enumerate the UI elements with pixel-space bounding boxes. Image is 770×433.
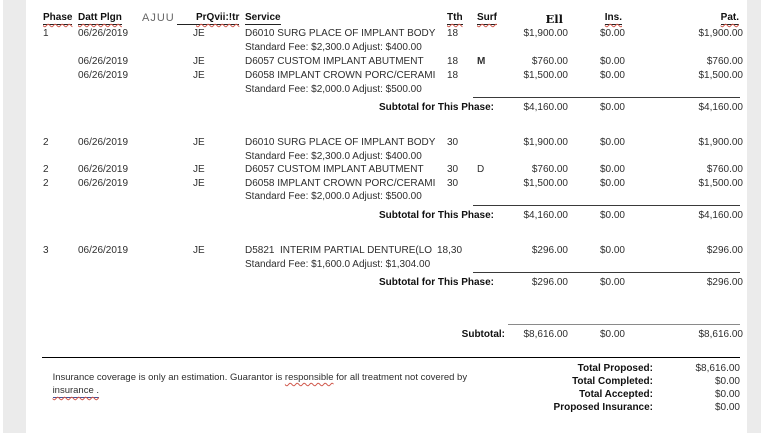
subtotal-divider — [473, 97, 740, 98]
patient-cell: $760.00 — [706, 164, 743, 175]
insurance-cell: $0.00 — [599, 245, 625, 256]
insurance-link[interactable]: insurance . — [52, 385, 100, 396]
phase-cell: 2 — [43, 137, 49, 148]
service-cell: D5821 INTERIM PARTIAL DENTURE(LO — [245, 245, 433, 256]
total-completed-label: Total Completed: — [572, 376, 653, 387]
phase-cell: 1 — [43, 28, 49, 39]
tooth-cell: 18,30 — [437, 245, 463, 256]
table-row-note — [0, 151, 770, 164]
table-row — [0, 56, 770, 69]
insurance-cell: $0.00 — [599, 70, 625, 81]
total-completed-value: $0.00 — [714, 376, 740, 387]
phase-cell: 3 — [43, 245, 49, 256]
service-cell: D6058 IMPLANT CROWN PORC/CERAMI — [245, 70, 436, 81]
subtotal-insurance: $0.00 — [599, 277, 625, 288]
subtotal-fee: $4,160.00 — [523, 102, 568, 113]
date-cell: 06/26/2019 — [78, 178, 129, 189]
service-cell: D6010 SURG PLACE OF IMPLANT BODY — [245, 137, 436, 148]
standard-fee-note: Standard Fee: $2,000.0 Adjust: $500.00 — [245, 191, 422, 202]
tooth-cell: 30 — [447, 164, 459, 175]
surface-cell: M — [477, 56, 486, 67]
insurance-cell: $0.00 — [599, 164, 625, 175]
provider-cell: JE — [193, 70, 205, 81]
fee-cell: $296.00 — [531, 245, 568, 256]
fee-cell: $1,900.00 — [523, 28, 568, 39]
service-cell: D6058 IMPLANT CROWN PORC/CERAMI — [245, 178, 436, 189]
total-row — [0, 389, 770, 402]
grand-subtotal-row — [0, 329, 770, 342]
col-date-plan: Datt Plgn — [78, 12, 122, 23]
col-extra: AJUU — [142, 12, 175, 24]
col-surface: Surf — [477, 12, 497, 23]
phase-cell: 2 — [43, 178, 49, 189]
provider-cell: JE — [193, 137, 205, 148]
standard-fee-note: Standard Fee: $1,600.0 Adjust: $1,304.00 — [245, 259, 431, 270]
subtotal-fee: $296.00 — [531, 277, 568, 288]
tooth-cell: 18 — [447, 28, 459, 39]
standard-fee-note: Standard Fee: $2,000.0 Adjust: $500.00 — [245, 84, 422, 95]
disclaimer-misspelled-word: responsible — [284, 372, 334, 383]
fee-cell: $760.00 — [531, 164, 568, 175]
phase-subtotal-label: Subtotal for This Phase: — [378, 102, 494, 113]
grand-subtotal-divider — [508, 324, 740, 325]
total-row — [0, 376, 770, 389]
col-tooth: Tth — [447, 12, 463, 23]
table-row — [0, 178, 770, 191]
table-row — [0, 70, 770, 83]
disclaimer-text: Insurance coverage is only an estimation. Guarantor is — [52, 372, 285, 383]
insurance-cell: $0.00 — [599, 178, 625, 189]
table-row-note — [0, 84, 770, 97]
patient-cell: $1,500.00 — [698, 70, 743, 81]
service-cell: D6057 CUSTOM IMPLANT ABUTMENT — [245, 56, 424, 67]
subtotal-divider — [473, 272, 740, 273]
date-cell: 06/26/2019 — [78, 28, 129, 39]
subtotal-patient: $4,160.00 — [698, 210, 743, 221]
table-row — [0, 28, 770, 41]
patient-cell: $1,900.00 — [698, 28, 743, 39]
phase-cell: 2 — [43, 164, 49, 175]
table-row-note — [0, 259, 770, 272]
total-row — [0, 363, 770, 376]
patient-cell: $1,900.00 — [698, 137, 743, 148]
date-cell: 06/26/2019 — [78, 164, 129, 175]
total-accepted-label: Total Accepted: — [579, 389, 653, 400]
proposed-insurance-label: Proposed Insurance: — [553, 402, 653, 413]
total-proposed-value: $8,616.00 — [695, 363, 740, 374]
patient-cell: $1,500.00 — [698, 178, 743, 189]
table-row — [0, 164, 770, 177]
subtotal-patient: $296.00 — [706, 277, 743, 288]
insurance-cell: $0.00 — [599, 56, 625, 67]
insurance-cell: $0.00 — [599, 28, 625, 39]
col-phase: Phase — [43, 12, 73, 23]
phase-subtotal-label: Subtotal for This Phase: — [378, 277, 494, 288]
subtotal-divider — [473, 205, 740, 206]
total-accepted-value: $0.00 — [714, 389, 740, 400]
grand-subtotal-fee: $8,616.00 — [523, 329, 568, 340]
total-row — [0, 402, 770, 415]
grand-subtotal-label: Subtotal: — [461, 329, 505, 340]
provider-cell: JE — [193, 178, 205, 189]
provider-cell: JE — [193, 245, 205, 256]
table-row — [0, 245, 770, 258]
tooth-cell: 30 — [447, 137, 459, 148]
insurance-cell: $0.00 — [599, 137, 625, 148]
fee-cell: $1,500.00 — [523, 178, 568, 189]
tooth-cell: 18 — [447, 56, 459, 67]
tooth-cell: 18 — [447, 70, 459, 81]
phase-subtotal-row — [0, 277, 770, 290]
date-cell: 06/26/2019 — [78, 137, 129, 148]
tooth-cell: 30 — [447, 178, 459, 189]
subtotal-patient: $4,160.00 — [698, 102, 743, 113]
service-cell: D6057 CUSTOM IMPLANT ABUTMENT — [245, 164, 424, 175]
date-cell: 06/26/2019 — [78, 70, 129, 81]
grand-subtotal-insurance: $0.00 — [599, 329, 625, 340]
fee-cell: $1,900.00 — [523, 137, 568, 148]
surface-cell: D — [477, 164, 485, 175]
phase-subtotal-row — [0, 102, 770, 115]
date-cell: 06/26/2019 — [78, 56, 129, 67]
service-cell: D6010 SURG PLACE OF IMPLANT BODY — [245, 28, 436, 39]
table-row — [0, 137, 770, 150]
proposed-insurance-value: $0.00 — [714, 402, 740, 413]
table-header — [0, 12, 770, 25]
standard-fee-note: Standard Fee: $2,300.0 Adjust: $400.00 — [245, 42, 422, 53]
provider-cell: JE — [193, 56, 205, 67]
col-provider: PrQvii:!tr — [177, 12, 239, 25]
date-cell: 06/26/2019 — [78, 245, 129, 256]
grand-subtotal-patient: $8,616.00 — [698, 329, 743, 340]
fee-cell: $760.00 — [531, 56, 568, 67]
standard-fee-note: Standard Fee: $2,300.0 Adjust: $400.00 — [245, 151, 422, 162]
phase-subtotal-row — [0, 210, 770, 223]
total-proposed-label: Total Proposed: — [577, 363, 653, 374]
col-fee: Ell — [545, 12, 563, 26]
phase-subtotal-label: Subtotal for This Phase: — [378, 210, 494, 221]
col-patient: Pat. — [720, 12, 739, 23]
subtotal-fee: $4,160.00 — [523, 210, 568, 221]
col-service: Service — [245, 12, 281, 23]
disclaimer-text: for all treatment not covered by — [333, 372, 468, 383]
patient-cell: $296.00 — [706, 245, 743, 256]
subtotal-insurance: $0.00 — [599, 102, 625, 113]
provider-cell: JE — [193, 164, 205, 175]
col-insurance: Ins. — [604, 12, 622, 23]
patient-cell: $760.00 — [706, 56, 743, 67]
subtotal-insurance: $0.00 — [599, 210, 625, 221]
table-row-note — [0, 191, 770, 204]
footer-divider — [42, 357, 740, 358]
table-row-note — [0, 42, 770, 55]
fee-cell: $1,500.00 — [523, 70, 568, 81]
provider-cell: JE — [193, 28, 205, 39]
